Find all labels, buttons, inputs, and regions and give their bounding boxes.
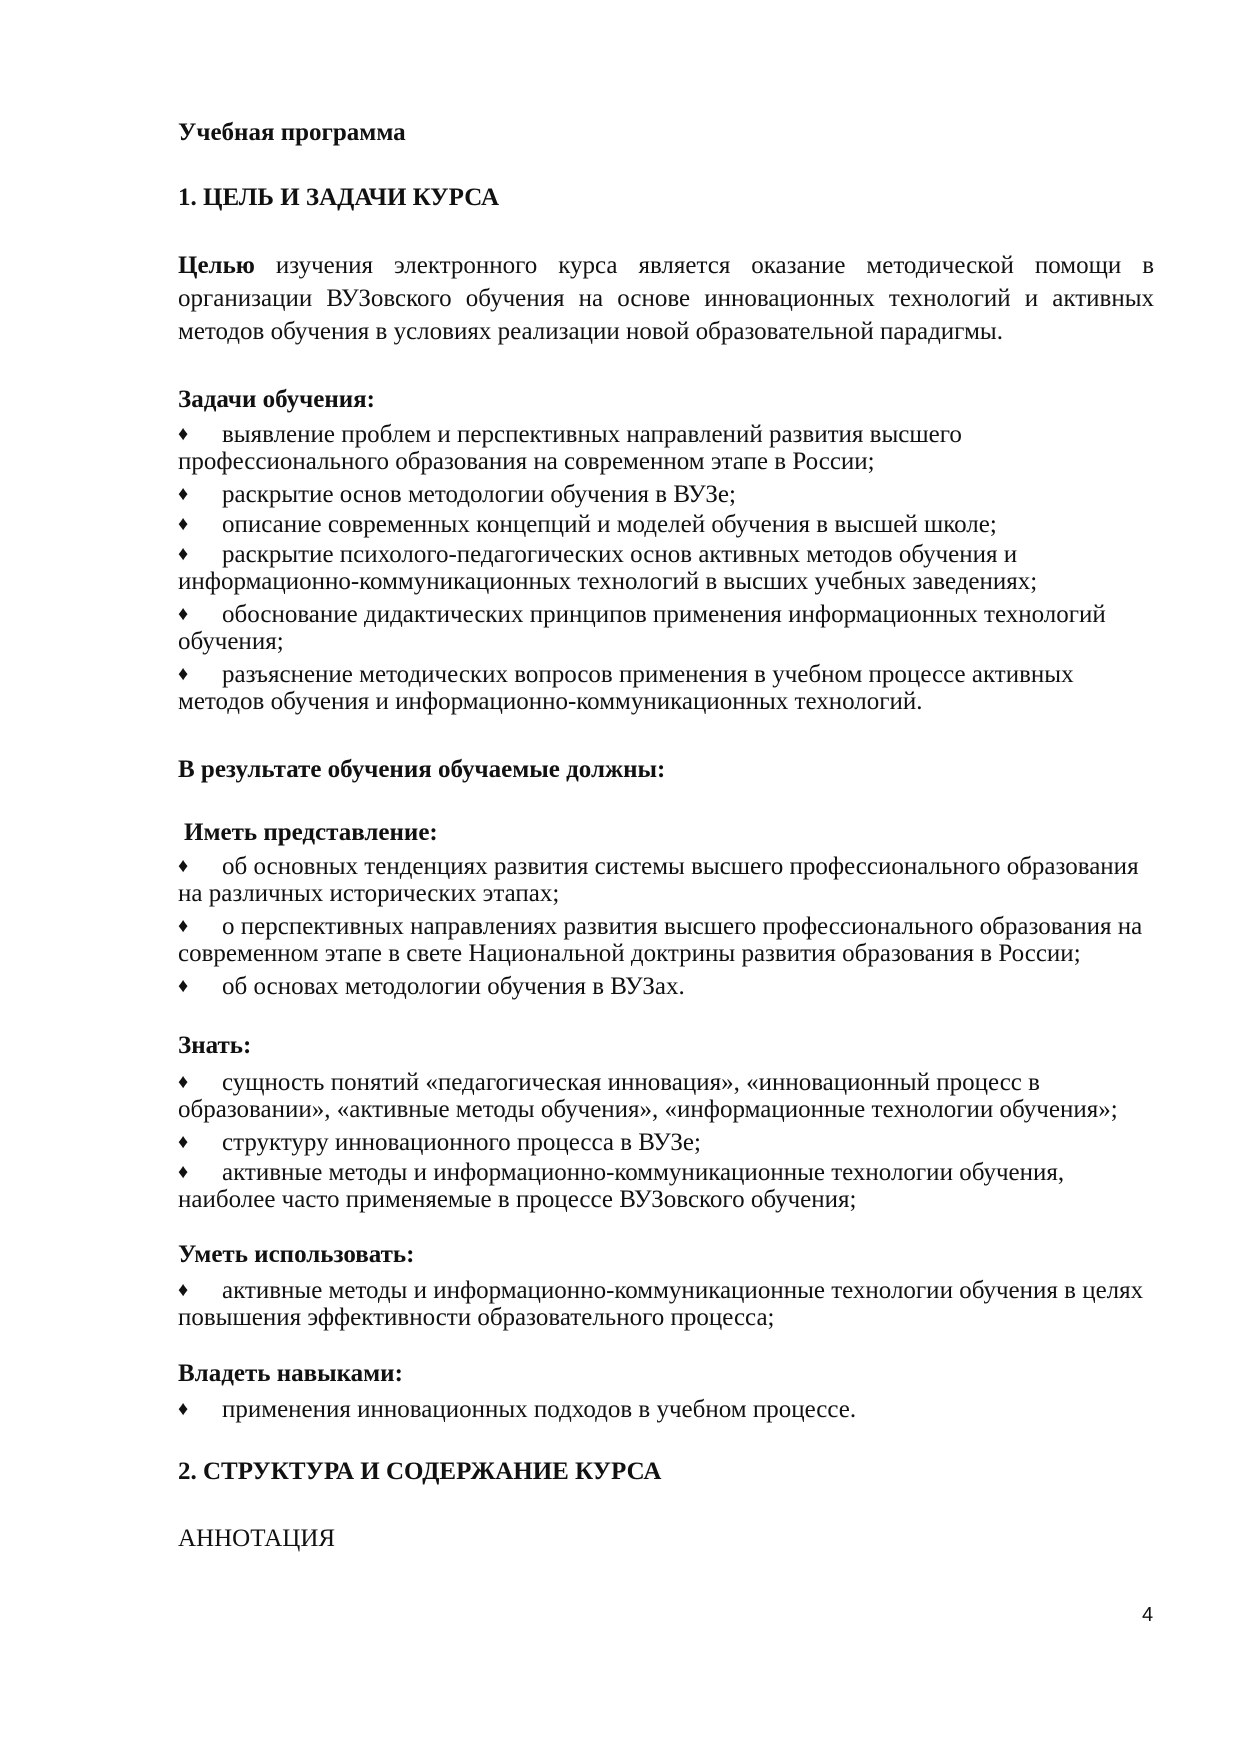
diamond-bullet-icon: ♦	[178, 1131, 189, 1153]
diamond-bullet-icon: ♦	[178, 513, 189, 535]
results-heading: В результате обучения обучаемые должны:	[178, 756, 666, 783]
diamond-bullet-icon: ♦	[178, 855, 189, 877]
skills-item-1: ♦ применения инновационных подходов в учебном процессе.	[178, 1396, 857, 1423]
task-item-1-line2: профессионального образования на современном этапе в России;	[178, 448, 875, 475]
task-item-2: ♦ раскрытие основ методологии обучения в ВУЗе;	[178, 481, 736, 508]
doc-title: Учебная программа	[178, 119, 406, 146]
task-item-6-line1: ♦ разъяснение методических вопросов применения в учебном процессе активных	[178, 661, 1074, 688]
task-item-4-line1: ♦ раскрытие психолого-педагогических основ активных методов обучения и	[178, 541, 1018, 568]
use-heading: Уметь использовать:	[178, 1241, 415, 1268]
diamond-bullet-icon: ♦	[178, 1398, 189, 1420]
idea-item-1-line2: на различных исторических этапах;	[178, 880, 560, 907]
use-item-1-line1: ♦ активные методы и информационно-коммуникационные технологии обучения в целях	[178, 1277, 1144, 1304]
skills-heading: Владеть навыками:	[178, 1360, 403, 1387]
goal-paragraph-line3: методов обучения в условиях реализации новой образовательной парадигмы.	[178, 318, 1003, 345]
goal-paragraph-line1	[178, 251, 1154, 281]
know-item-3-line1: ♦ активные методы и информационно-коммуникационные технологии обучения,	[178, 1159, 1065, 1186]
idea-item-2-line1: ♦ о перспективных направлениях развития высшего профессионального образования на	[178, 913, 1143, 940]
idea-item-2-line2: современном этапе в свете Национальной доктрины развития образования в России;	[178, 940, 1081, 967]
task-item-4-line2: информационно-коммуникационных технологий в высших учебных заведениях;	[178, 568, 1038, 595]
diamond-bullet-icon: ♦	[178, 1071, 189, 1093]
diamond-bullet-icon: ♦	[178, 1161, 189, 1183]
diamond-bullet-icon: ♦	[178, 483, 189, 505]
use-item-1-line2: повышения эффективности образовательного процесса;	[178, 1304, 775, 1331]
diamond-bullet-icon: ♦	[178, 663, 189, 685]
know-heading: Знать:	[178, 1032, 252, 1059]
diamond-bullet-icon: ♦	[178, 915, 189, 937]
section2-heading: 2. СТРУКТУРА И СОДЕРЖАНИЕ КУРСА	[178, 1458, 662, 1485]
diamond-bullet-icon: ♦	[178, 543, 189, 565]
task-item-6-line2: методов обучения и информационно-коммуникационных технологий.	[178, 688, 923, 715]
goal-lead-word: Целью	[178, 252, 255, 279]
know-item-1-line1: ♦ сущность понятий «педагогическая инновация», «инновационный процесс в	[178, 1069, 1040, 1096]
goal-line1-rest: изучения электронного курса является оказание методической помощи в	[254, 252, 1154, 279]
diamond-bullet-icon: ♦	[178, 975, 189, 997]
diamond-bullet-icon: ♦	[178, 423, 189, 445]
page-number: 4	[1142, 1604, 1154, 1626]
idea-item-3: ♦ об основах методологии обучения в ВУЗах.	[178, 973, 685, 1000]
task-item-5-line2: обучения;	[178, 628, 284, 655]
know-item-1-line2: образовании», «активные методы обучения», «информационные технологии обучения»;	[178, 1096, 1118, 1123]
tasks-heading: Задачи обучения:	[178, 386, 375, 413]
diamond-bullet-icon: ♦	[178, 603, 189, 625]
idea-heading: Иметь представление:	[184, 819, 438, 846]
know-item-2: ♦ структуру инновационного процесса в ВУЗе;	[178, 1129, 701, 1156]
task-item-3: ♦ описание современных концепций и моделей обучения в высшей школе;	[178, 511, 997, 538]
goal-paragraph-line2: организации ВУЗовского обучения на основе инновационных технологий и активных	[178, 285, 1154, 312]
diamond-bullet-icon: ♦	[178, 1279, 189, 1301]
section1-heading: 1. ЦЕЛЬ И ЗАДАЧИ КУРСА	[178, 184, 500, 211]
idea-item-1-line1: ♦ об основных тенденциях развития системы высшего профессионального образования	[178, 853, 1139, 880]
task-item-5-line1: ♦ обоснование дидактических принципов применения информационных технологий	[178, 601, 1106, 628]
know-item-3-line2: наиболее часто применяемые в процессе ВУЗовского обучения;	[178, 1186, 857, 1213]
task-item-1-line1: ♦ выявление проблем и перспективных направлений развития высшего	[178, 421, 962, 448]
annotation-label: АННОТАЦИЯ	[178, 1525, 336, 1552]
